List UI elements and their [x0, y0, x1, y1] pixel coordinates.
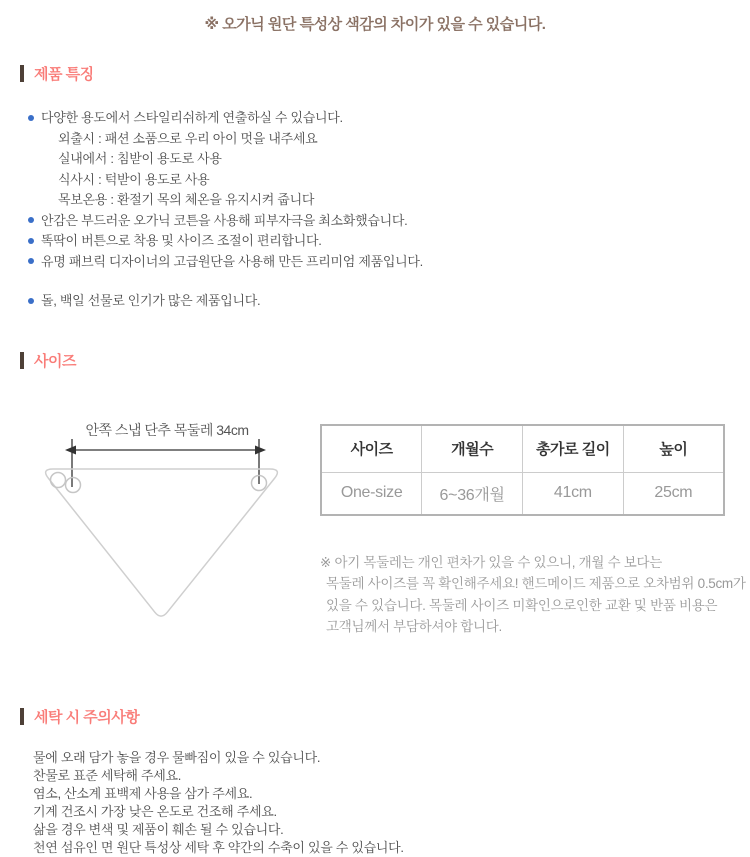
feature-text: 안감은 부드러운 오가닉 코튼을 사용해 피부자극을 최소화했습니다.	[41, 212, 408, 228]
note-line: ※ 아기 목둘레는 개인 편차가 있을 수 있으니, 개월 수 보다는	[320, 554, 663, 570]
washing-heading	[20, 706, 750, 727]
size-table-header: 사이즈	[321, 425, 422, 473]
bullet-dot-icon	[28, 217, 34, 223]
section-features	[0, 63, 750, 312]
feature-text: 외출시 : 패션 소품으로 우리 아이 멋을 내주세요	[58, 130, 318, 146]
size-heading	[20, 350, 750, 371]
washing-instructions	[33, 749, 750, 857]
heading-bar-icon	[20, 708, 24, 725]
size-info-column	[320, 417, 746, 638]
list-item	[28, 129, 750, 150]
list-item	[28, 211, 750, 232]
washing-line: 찬물로 표준 세탁해 주세요.	[33, 767, 182, 783]
diagram-measure-label: 안쪽 스냅 단추 목둘레 34cm	[85, 421, 249, 438]
list-item	[28, 190, 750, 211]
feature-list	[28, 108, 750, 312]
size-table-header: 개월수	[422, 425, 523, 473]
size-table-cell: 41cm	[523, 472, 624, 515]
feature-text: 목보온용 : 환절기 목의 체온을 유지시켜 줍니다	[58, 192, 315, 207]
table-header-row	[321, 425, 724, 473]
feature-text: 돌, 백일 선물로 인기가 많은 제품입니다.	[41, 293, 261, 308]
size-note	[320, 552, 746, 638]
bullet-dot-icon	[28, 115, 34, 121]
bib-size-diagram	[25, 417, 305, 632]
feature-text: 똑딱이 버튼으로 착용 및 사이즈 조절이 편리합니다.	[41, 233, 322, 248]
size-table-header: 총가로 길이	[523, 425, 624, 473]
washing-line: 천연 섬유인 면 원단 특성상 세탁 후 약간의 수축이 있을 수 있습니다.	[33, 839, 404, 855]
size-table-header: 높이	[623, 425, 724, 473]
feature-text: 식사시 : 턱받이 용도로 사용	[58, 171, 210, 187]
bullet-dot-icon	[28, 298, 34, 304]
note-line: 있을 수 있습니다. 목둘레 사이즈 미확인으로인한 교환 및 반품 비용은	[326, 597, 718, 613]
size-table-cell: One-size	[321, 472, 422, 515]
list-item	[28, 170, 750, 191]
list-item	[28, 252, 750, 273]
list-item	[28, 149, 750, 170]
note-line: 고객님께서 부담하셔야 합니다.	[326, 619, 502, 634]
heading-bar-icon	[20, 65, 24, 82]
arrowhead-right-icon	[255, 445, 266, 454]
features-heading	[20, 63, 750, 84]
list-item	[28, 108, 750, 129]
snap-hole-icon	[66, 477, 81, 492]
size-table-cell: 6~36개월	[422, 472, 523, 515]
table-row	[321, 472, 724, 515]
heading-bar-icon	[20, 352, 24, 369]
feature-text: 실내에서 : 침받이 용도로 사용	[58, 151, 222, 166]
feature-text: 다양한 용도에서 스타일리쉬하게 연출하실 수 있습니다.	[41, 110, 343, 125]
section-washing	[0, 706, 750, 857]
section-size	[0, 350, 750, 638]
washing-line: 삶을 경우 변색 및 제품이 훼손 될 수 있습니다.	[33, 821, 284, 837]
triangle-bib-outline	[46, 469, 278, 616]
list-item	[28, 231, 750, 252]
bullet-dot-icon	[28, 258, 34, 264]
size-body	[25, 417, 750, 638]
feature-text: 유명 패브릭 디자이너의 고급원단을 사용해 만든 프리미엄 제품입니다.	[41, 253, 423, 269]
size-table-cell: 25cm	[623, 472, 724, 515]
list-item	[28, 291, 750, 312]
washing-line: 기계 건조시 가장 낮은 온도로 건조해 주세요.	[33, 803, 277, 819]
size-table	[320, 424, 725, 516]
features-title: 제품 특징	[34, 66, 94, 83]
note-line: 목둘레 사이즈를 꼭 확인해주세요! 핸드메이드 제품으로 오차범위 0.5cm가	[326, 576, 746, 591]
bullet-dot-icon	[28, 238, 34, 244]
washing-line: 염소, 산소계 표백제 사용을 삼가 주세요.	[33, 785, 253, 801]
fabric-color-notice: ※ 오가닉 원단 특성상 색감의 차이가 있을 수 있습니다.	[204, 16, 546, 33]
size-title: 사이즈	[34, 352, 76, 370]
washing-title: 세탁 시 주의사항	[34, 708, 140, 726]
snap-hole-icon	[51, 472, 66, 487]
arrowhead-left-icon	[65, 445, 76, 454]
washing-line: 물에 오래 담가 놓을 경우 물빠짐이 있을 수 있습니다.	[33, 749, 321, 765]
